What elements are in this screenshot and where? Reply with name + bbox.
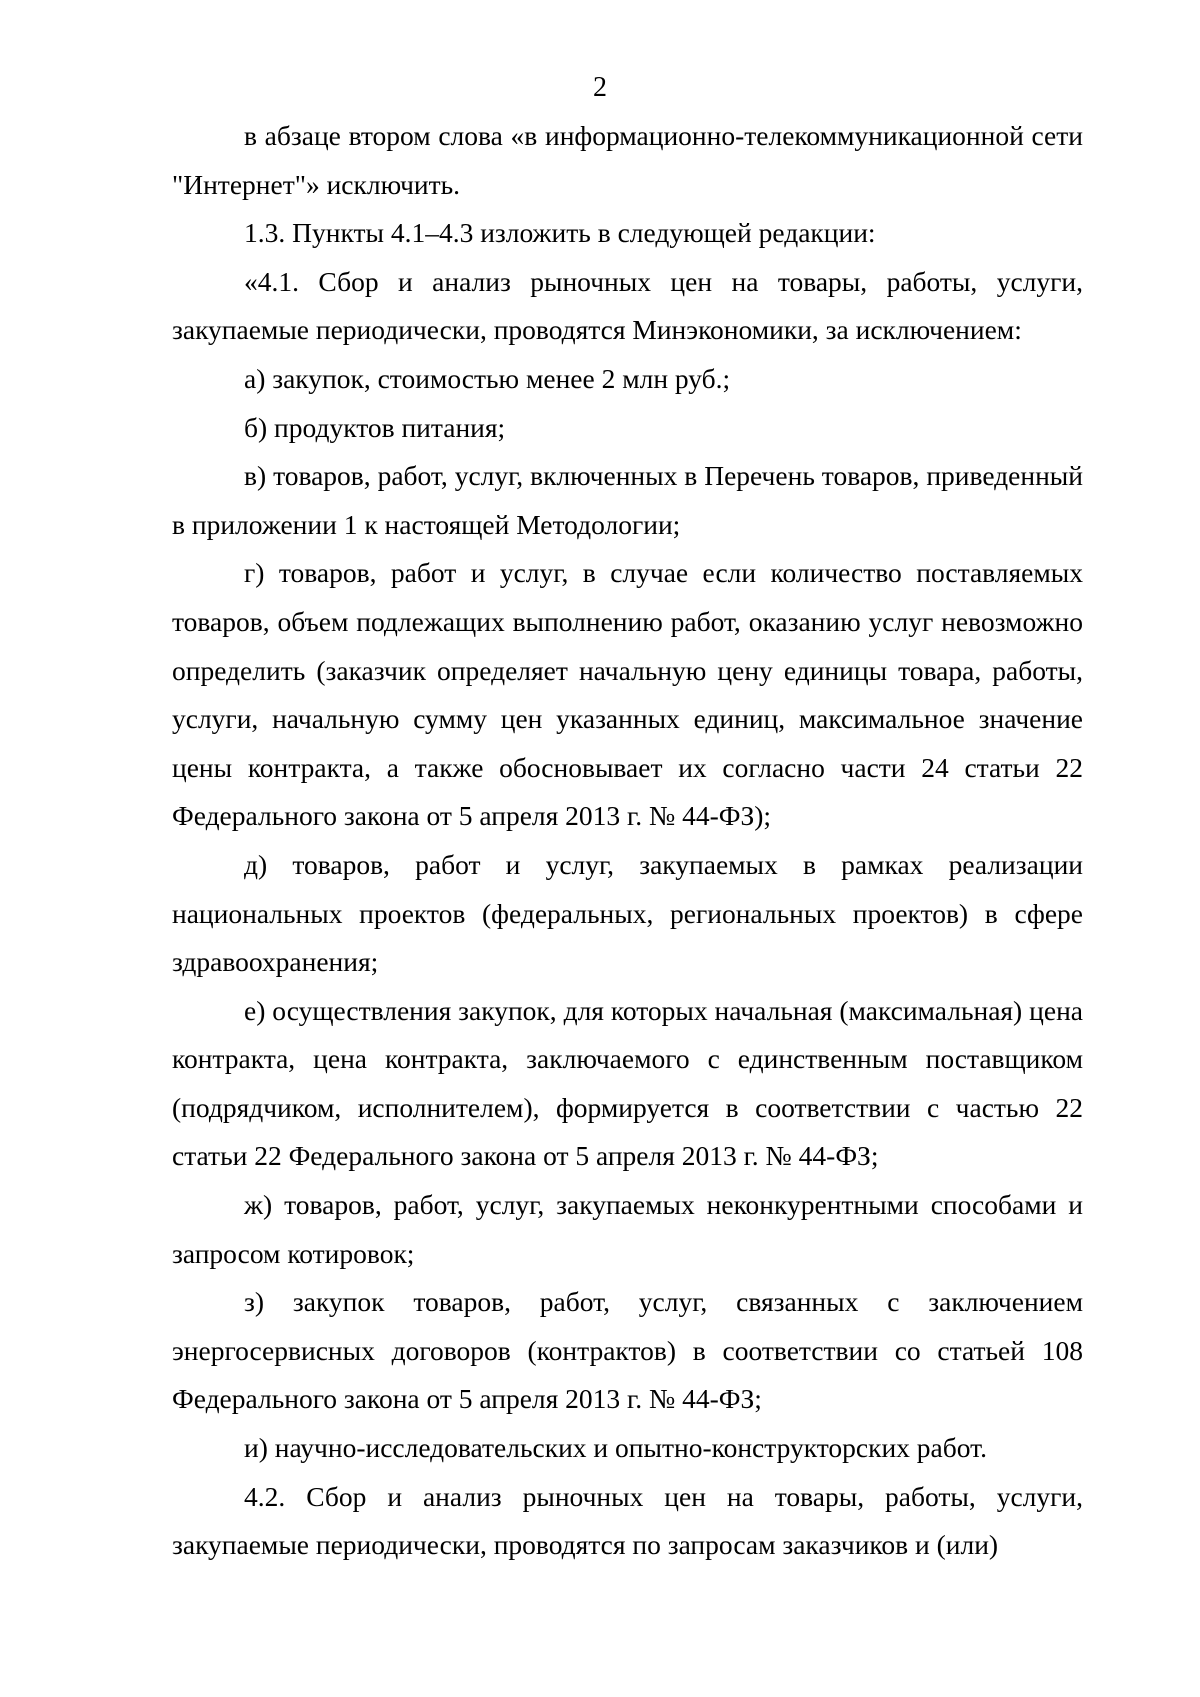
paragraph-punkt-1-3: 1.3. Пункты 4.1–4.3 изложить в следующей редакции: bbox=[244, 217, 876, 249]
paragraph-punkt-4-2: 4.2. Сбор и анализ рыночных цен на товары, работы, услуги, закупаемые периодически, проводятся по запросам заказчиков и (или) bbox=[172, 1480, 1083, 1561]
list-item-b: б) продуктов питания; bbox=[244, 411, 506, 443]
list-item-z: з) закупок товаров, работ, услуг, связанных с заключением энергосервисных договоров (контрактов) в соответствии со статьей 108 Федерального закона от 5 апреля 2013 г. № 44-ФЗ; bbox=[172, 1286, 1083, 1415]
list-item-v: в) товаров, работ, услуг, включенных в Перечень товаров, приведенный в приложении 1 к настоящей Методологии; bbox=[172, 460, 1083, 540]
paragraph-punkt-4-1: «4.1. Сбор и анализ рыночных цен на товары, работы, услуги, закупаемые периодически, проводятся Минэкономики, за исключением: bbox=[172, 265, 1083, 346]
list-item-a: а) закупок, стоимостью менее 2 млн руб.; bbox=[244, 362, 731, 394]
list-item-g: г) товаров, работ и услуг, в случае если количество поставляемых товаров, объем подлежащих выполнению работ, оказанию услуг невозможно определить (заказчик определяет начальную цену единицы товара, работы, услуги, начальную сумму цен указанных единиц, максимальное значение цены контракта, а также обосновывает их согласно части 24 статьи 22 Федерального закона от 5 апреля 2013 г. № 44-ФЗ); bbox=[172, 557, 1083, 832]
list-item-d: д) товаров, работ и услуг, закупаемых в рамках реализации национальных проектов (федеральных, региональных проектов) в сфере здравоохранения; bbox=[172, 848, 1083, 978]
list-item-i: и) научно-исследовательских и опытно-конструкторских работ. bbox=[244, 1432, 987, 1464]
document-body bbox=[172, 112, 1083, 1570]
paragraph-abzac-vtorom: в абзаце втором слова «в информационно-телекоммуникационной сети "Интернет"» исключить. bbox=[172, 120, 1083, 200]
list-item-e: е) осуществления закупок, для которых начальная (максимальная) цена контракта, цена контракта, заключаемого с единственным поставщиком (подрядчиком, исполнителем), формируется в соответствии с частью 22 статьи 22 Федерального закона от 5 апреля 2013 г. № 44-ФЗ; bbox=[172, 994, 1083, 1172]
list-item-zh: ж) товаров, работ, услуг, закупаемых неконкурентными способами и запросом котировок; bbox=[172, 1189, 1083, 1269]
page-number: 2 bbox=[593, 72, 607, 103]
